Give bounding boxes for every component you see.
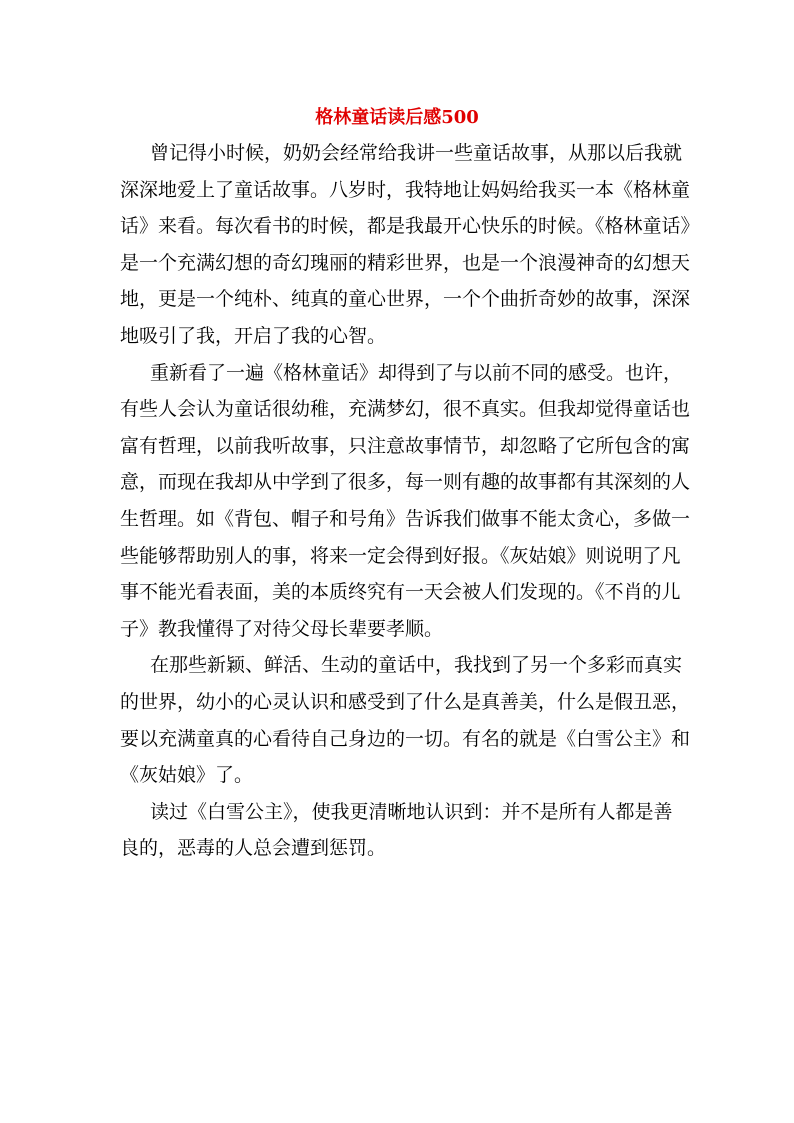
paragraph-1 <box>120 135 700 355</box>
paragraph-3 <box>120 647 691 793</box>
text-line: 是一个充满幻想的奇幻瑰丽的精彩世界，也是一个浪漫神奇的幻想天 <box>120 251 691 274</box>
text-line: 曾记得小时候，奶奶会经常给我讲一些童话故事，从那以后我就 <box>150 142 683 164</box>
text-line: 事不能光看表面，美的本质终究有一天会被人们发现的。《不肖的儿 <box>120 581 681 604</box>
document-body <box>120 135 700 867</box>
text-line: 生哲理。如《背包、帽子和号角》告诉我们做事不能太贪心，多做一 <box>120 507 691 530</box>
text-line: 意，而现在我却从中学到了很多，每一则有趣的故事都有其深刻的人 <box>120 471 691 494</box>
text-line: 要以充满童真的心看待自己身边的一切。有名的就是《白雪公主》和 <box>120 727 691 750</box>
text-line: 《灰姑娘》了。 <box>120 764 254 787</box>
text-line: 在那些新颖、鲜活、生动的童话中，我找到了另一个多彩而真实 <box>150 654 683 677</box>
text-line: 子》教我懂得了对待父母长辈要孝顺。 <box>120 617 444 640</box>
text-line: 的世界，幼小的心灵认识和感受到了什么是真善美，什么是假丑恶， <box>120 690 691 713</box>
paragraph-4 <box>120 794 674 867</box>
text-line: 深深地爱上了童话故事。八岁时，我特地让妈妈给我买一本《格林童 <box>120 178 691 201</box>
text-line: 地，更是一个纯朴、纯真的童心世界，一个个曲折奇妙的故事，深深 <box>120 288 691 311</box>
text-line: 读过《白雪公主》，使我更清晰地认识到：并不是所有人都是善 <box>150 800 673 823</box>
text-line: 地吸引了我，开启了我的心智。 <box>120 324 387 347</box>
text-line: 良的，恶毒的人总会遭到惩罚。 <box>120 837 387 860</box>
text-line: 富有哲理，以前我听故事，只注意故事情节，却忽略了它所包含的寓 <box>120 434 691 457</box>
text-line: 有些人会认为童话很幼稚，充满梦幻，很不真实。但我却觉得童话也 <box>120 398 691 421</box>
document-title: 格林童话读后感500 <box>315 107 479 128</box>
text-line: 些能够帮助别人的事，将来一定会得到好报。《灰姑娘》则说明了凡 <box>120 544 681 567</box>
text-line: 话》来看。每次看书的时候，都是我最开心快乐的时候。《格林童话》 <box>120 215 700 238</box>
paragraph-2 <box>120 355 691 648</box>
text-line: 重新看了一遍《格林童话》却得到了与以前不同的感受。也许， <box>150 361 683 384</box>
